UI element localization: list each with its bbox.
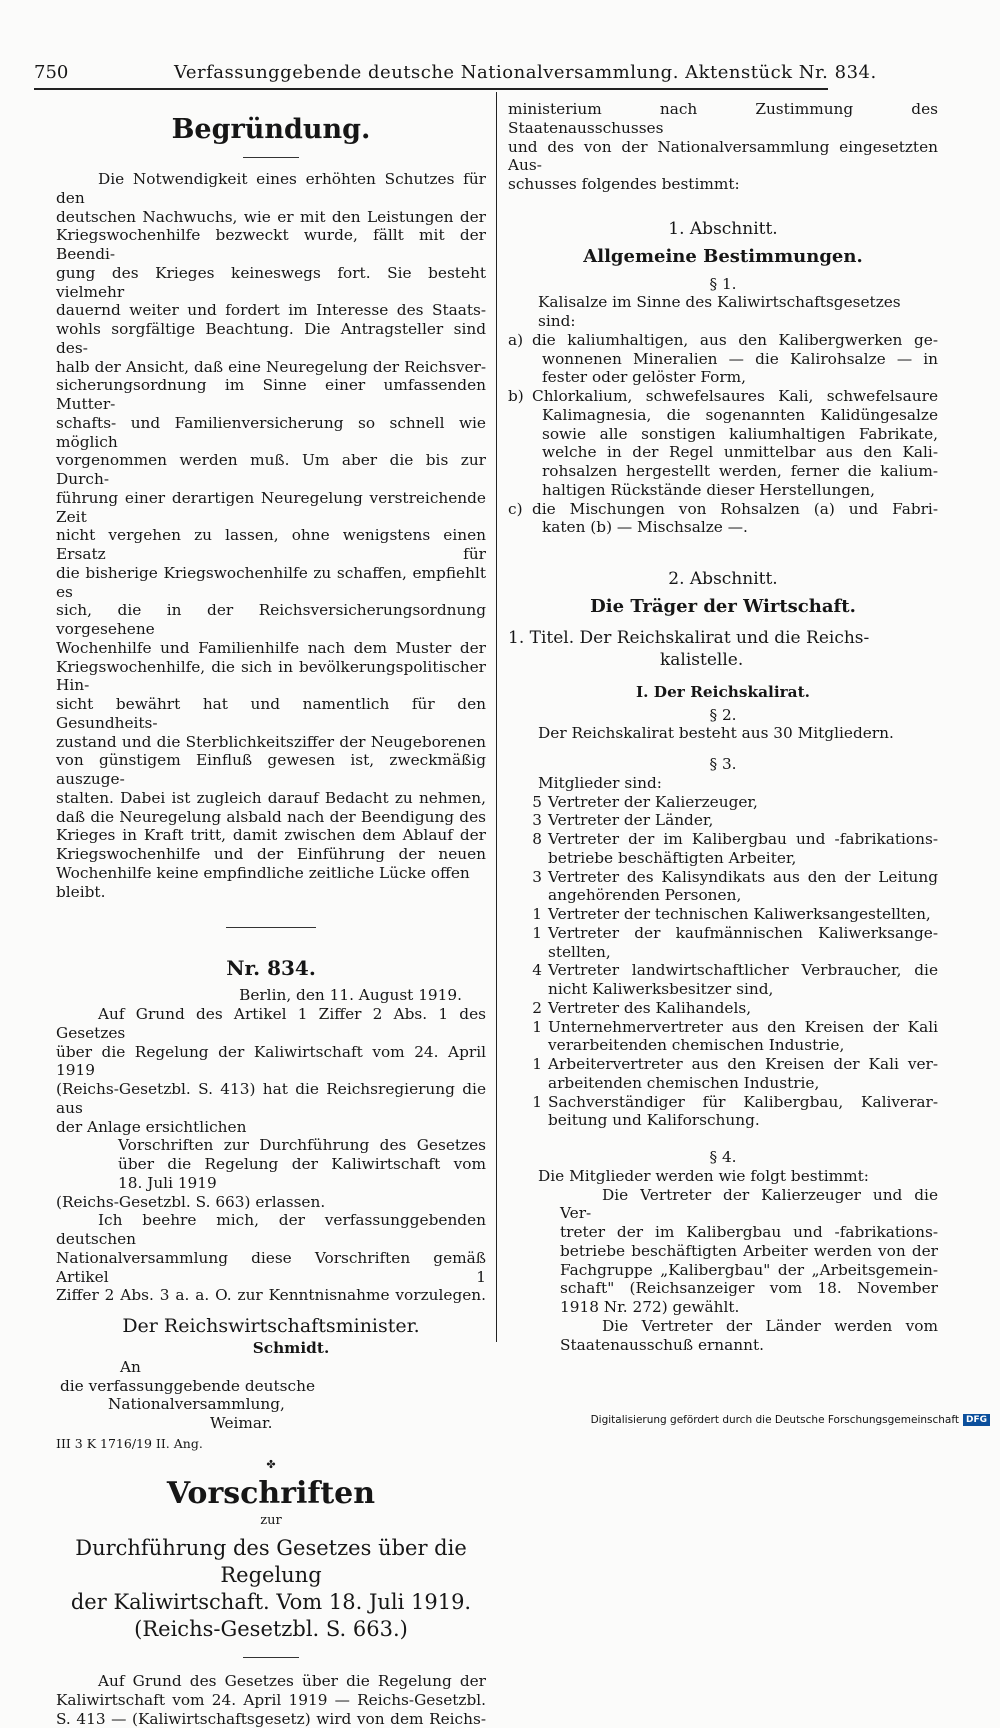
text-line: wohls sorgfältige Beachtung. Die Antragsteller sind des- [56, 320, 486, 358]
text-line: betriebe beschäftigten Arbeiter, [548, 849, 938, 868]
address-block [56, 1358, 486, 1433]
separator [243, 157, 299, 158]
definition-item [508, 331, 938, 387]
separator [243, 1657, 299, 1658]
text-line: Die Vertreter der Kalierzeuger und die Ver- [560, 1186, 938, 1224]
title-line: 1. Titel. Der Reichskalirat und die Reichs- [508, 627, 938, 649]
text-line: 18. Juli 1919 [118, 1174, 486, 1193]
item-marker: b) [508, 387, 532, 500]
text-line: (Reichs-Gesetzbl. S. 413) hat die Reichsregierung die aus [56, 1080, 486, 1118]
running-title: Verfassunggebende deutsche Nationalversammlung. Aktenstück Nr. 834. [174, 62, 877, 83]
text-line: sich, die in der Reichsversicherungsordnung vorgesehene [56, 601, 486, 639]
member-text [548, 793, 938, 812]
text-line: sicht bewährt hat und namentlich für den Gesundheits- [56, 695, 486, 733]
member-list [508, 793, 938, 1131]
address-line: die verfassunggebende deutsche [60, 1377, 486, 1396]
member-item [508, 868, 938, 906]
member-text [548, 999, 938, 1018]
text-line: beitung und Kaliforschung. [548, 1111, 938, 1130]
text-line: welche in der Regel unmittelbar aus den Kali- [532, 443, 938, 462]
text-line: schusses folgendes bestimmt: [508, 175, 938, 194]
item-marker: a) [508, 331, 532, 387]
text-line: sicherungsordnung im Sinne einer umfassenden Mutter- [56, 376, 486, 414]
text-line: zustand und die Sterblichkeitsziffer der Neugeborenen [56, 733, 486, 752]
member-text [548, 905, 938, 924]
text-line: betriebe beschäftigten Arbeiter werden von der [560, 1242, 938, 1261]
member-item [508, 1055, 938, 1093]
zur-label: zur [56, 1512, 486, 1531]
page-header [34, 58, 814, 88]
title-heading [508, 627, 938, 671]
text-line: S. 413 — (Kaliwirtschaftsgesetz) wird von dem Reichs- [56, 1710, 486, 1728]
text-line: haltigen Rückstände dieser Herstellungen, [532, 481, 938, 500]
text-line: Kalimagnesia, die sogenannten Kalidüngesalze [532, 406, 938, 425]
begruendung-paragraph [56, 170, 486, 901]
ornament: ✤ [56, 1456, 486, 1475]
text-line: daß die Neuregelung alsbald nach der Beendigung des [56, 808, 486, 827]
text-line: Kriegswochenhilfe bezweckt wurde, fällt mit der Beendi- [56, 226, 486, 264]
paragraph-sign: § 2. [508, 706, 938, 725]
text-line: rohsalzen hergestellt werden, ferner die kalium- [532, 462, 938, 481]
nr-heading: Nr. 834. [56, 956, 486, 980]
letter-part1 [56, 1005, 486, 1136]
member-item [508, 1093, 938, 1131]
text-line: Sachverständiger für Kalibergbau, Kaliverar- [548, 1093, 938, 1112]
item-text [532, 387, 938, 500]
subtitle-line: Durchführung des Gesetzes über die Regelung [56, 1535, 486, 1589]
text-line: Kaliwirtschaft vom 24. April 1919 — Reichs-Gesetzbl. [56, 1691, 486, 1710]
left-column [56, 113, 486, 1728]
text-line: Vertreter der Länder, [548, 811, 938, 830]
text-line: die kaliumhaltigen, aus den Kalibergwerken ge- [532, 331, 938, 350]
text-line: Arbeitervertreter aus den Kreisen der Kali ver- [548, 1055, 938, 1074]
paragraph-text: Der Reichskalirat besteht aus 30 Mitgliedern. [508, 724, 938, 743]
paragraph-intro: Mitglieder sind: [508, 774, 938, 793]
member-text [548, 811, 938, 830]
text-line: Die Notwendigkeit eines erhöhten Schutzes für den [56, 170, 486, 208]
text-line: Vertreter der technischen Kaliwerksangestellten, [548, 905, 938, 924]
title-line: kalistelle. [508, 649, 938, 671]
minister-title: Der Reichswirtschaftsminister. [56, 1313, 486, 1339]
text-line: treter der im Kalibergbau und -fabrikations- [560, 1223, 938, 1242]
member-item [508, 1018, 938, 1056]
text-line: 1918 Nr. 272) gewählt. [560, 1298, 938, 1317]
text-line: Wochenhilfe keine empfindliche zeitliche Lücke offen bleibt. [56, 864, 486, 902]
letter-part2: (Reichs-Gesetzbl. S. 663) erlassen. [56, 1193, 486, 1212]
member-text [548, 830, 938, 868]
text-line: der Anlage ersichtlichen [56, 1118, 486, 1137]
member-text [548, 868, 938, 906]
dfg-logo: DFG [963, 1414, 990, 1426]
member-text [548, 1018, 938, 1056]
column-divider [496, 92, 497, 1342]
text-line: über die Regelung der Kaliwirtschaft vom 24. April 1919 [56, 1043, 486, 1081]
member-text [548, 961, 938, 999]
item-text [532, 500, 938, 538]
regulation-subtitle [56, 1535, 486, 1643]
signature: Schmidt. [56, 1339, 486, 1358]
member-count: 8 [508, 830, 548, 868]
text-line: Kriegswochenhilfe und der Einführung der neuen [56, 845, 486, 864]
text-line: stalten. Dabei ist zugleich darauf Bedacht zu nehmen, [56, 789, 486, 808]
text-line: vorgenommen werden muß. Um aber die bis zur Durch- [56, 451, 486, 489]
text-line: Chlorkalium, schwefelsaures Kali, schwefelsaure [532, 387, 938, 406]
text-line: führung einer derartigen Neuregelung verstreichende Zeit [56, 489, 486, 527]
text-line: katen (b) — Mischsalze —. [532, 518, 938, 537]
section-title: Allgemeine Bestimmungen. [508, 245, 938, 269]
member-count: 4 [508, 961, 548, 999]
item-marker: c) [508, 500, 532, 538]
separator [226, 927, 316, 928]
text-line: über die Regelung der Kaliwirtschaft vom [118, 1155, 486, 1174]
member-text [548, 924, 938, 962]
header-rule [34, 88, 828, 90]
text-line: Wochenhilfe und Familienhilfe nach dem Muster der [56, 639, 486, 658]
member-count: 1 [508, 924, 548, 962]
member-count: 5 [508, 793, 548, 812]
text-line: Vertreter der kaufmännischen Kaliwerksange- [548, 924, 938, 943]
text-line: die bisherige Kriegswochenhilfe zu schaffen, empfiehlt es [56, 564, 486, 602]
text-line: und des von der Nationalversammlung eingesetzten Aus- [508, 138, 938, 176]
right-column [508, 100, 938, 1354]
paragraph-text [508, 1317, 938, 1355]
text-line: Die Vertreter der Länder werden vom [560, 1317, 938, 1336]
text-line: verarbeitenden chemischen Industrie, [548, 1036, 938, 1055]
member-item [508, 811, 938, 830]
member-item [508, 830, 938, 868]
text-line: Fachgruppe „Kalibergbau" der „Arbeitsgemein- [560, 1261, 938, 1280]
text-line: angehörenden Personen, [548, 886, 938, 905]
text-line: Vertreter des Kalihandels, [548, 999, 938, 1018]
member-count: 1 [508, 905, 548, 924]
section-label: 2. Abschnitt. [508, 570, 938, 589]
member-item [508, 905, 938, 924]
page-number: 750 [34, 62, 68, 83]
text-line: wonnenen Mineralien — die Kalirohsalze — in [532, 350, 938, 369]
member-item [508, 961, 938, 999]
address-line: Weimar. [60, 1414, 486, 1433]
member-item [508, 999, 938, 1018]
section-label: 1. Abschnitt. [508, 220, 938, 239]
paragraph-sign: § 4. [508, 1148, 938, 1167]
subtitle-line: der Kaliwirtschaft. Vom 18. Juli 1919. [56, 1589, 486, 1616]
text-line: schafts- und Familienversicherung so schnell wie möglich [56, 414, 486, 452]
begruendung-heading: Begründung. [56, 113, 486, 147]
paragraph-text [508, 1186, 938, 1317]
member-item [508, 793, 938, 812]
subtitle-line: (Reichs-Gesetzbl. S. 663.) [56, 1616, 486, 1643]
text-line: fester oder gelöster Form, [532, 368, 938, 387]
definition-item [508, 500, 938, 538]
reference-number: III 3 K 1716/19 II. Ang. [56, 1433, 486, 1454]
member-count: 2 [508, 999, 548, 1018]
footer-text: Digitalisierung gefördert durch die Deutsche Forschungsgemeinschaft [591, 1414, 959, 1426]
text-line: Vertreter landwirtschaftlicher Verbraucher, die [548, 961, 938, 980]
member-count: 1 [508, 1055, 548, 1093]
text-line: sowie alle sonstigen kaliumhaltigen Fabrikate, [532, 425, 938, 444]
footer-credit [591, 1414, 990, 1426]
member-count: 3 [508, 811, 548, 830]
text-line: Ziffer 2 Abs. 3 a. a. O. zur Kenntnisnahme vorzulegen. [56, 1286, 486, 1305]
text-line: Unternehmervertreter aus den Kreisen der Kali [548, 1018, 938, 1037]
text-line: von günstigem Einfluß gewesen ist, zweckmäßig auszuge- [56, 751, 486, 789]
member-count: 1 [508, 1093, 548, 1131]
text-line: ministerium nach Zustimmung des Staatenausschusses [508, 100, 938, 138]
address-line: An [60, 1358, 486, 1377]
section-title: Die Träger der Wirtschaft. [508, 595, 938, 619]
paragraph-intro: Kalisalze im Sinne des Kaliwirtschaftsgesetzes sind: [508, 293, 938, 331]
member-text [548, 1055, 938, 1093]
text-line: Kriegswochenhilfe, die sich in bevölkerungspolitischer Hin- [56, 658, 486, 696]
text-line: Vertreter der im Kalibergbau und -fabrikations- [548, 830, 938, 849]
member-text [548, 1093, 938, 1131]
text-line: die Mischungen von Rohsalzen (a) und Fabri- [532, 500, 938, 519]
paragraph-sign: § 3. [508, 755, 938, 774]
text-line: Vertreter des Kalisyndikats aus den der Leitung [548, 868, 938, 887]
intro-continuation [508, 100, 938, 194]
member-item [508, 924, 938, 962]
text-line: halb der Ansicht, daß eine Neuregelung der Reichsver- [56, 358, 486, 377]
item-text [532, 331, 938, 387]
text-line: gung des Krieges keineswegs fort. Sie besteht vielmehr [56, 264, 486, 302]
letter-part3 [56, 1211, 486, 1305]
regulation-intro [56, 1672, 486, 1728]
definition-list [508, 331, 938, 537]
dateline: Berlin, den 11. August 1919. [56, 986, 486, 1005]
text-line: Staatenausschuß ernannt. [560, 1336, 938, 1355]
text-line: nicht vergehen zu lassen, ohne wenigstens einen Ersatz für [56, 526, 486, 564]
text-line: arbeitenden chemischen Industrie, [548, 1074, 938, 1093]
vorschriften-heading: Vorschriften [56, 1476, 486, 1512]
text-line: Auf Grund des Gesetzes über die Regelung der [56, 1672, 486, 1691]
paragraph-sign: § 1. [508, 275, 938, 294]
text-line: schaft" (Reichsanzeiger vom 18. November [560, 1279, 938, 1298]
text-line: Auf Grund des Artikel 1 Ziffer 2 Abs. 1 des Gesetzes [56, 1005, 486, 1043]
subsection-heading: I. Der Reichskalirat. [508, 683, 938, 702]
text-line: stellten, [548, 943, 938, 962]
text-line: nicht Kaliwerksbesitzer sind, [548, 980, 938, 999]
member-count: 3 [508, 868, 548, 906]
address-line: Nationalversammlung, [60, 1395, 486, 1414]
text-line: dauernd weiter und fordert im Interesse des Staats- [56, 301, 486, 320]
paragraph-intro: Die Mitglieder werden wie folgt bestimmt: [508, 1167, 938, 1186]
definition-item [508, 387, 938, 500]
text-line: Ich beehre mich, der verfassunggebenden deutschen [56, 1211, 486, 1249]
text-line: Vertreter der Kalierzeuger, [548, 793, 938, 812]
letter-quote [56, 1136, 486, 1192]
text-line: Nationalversammlung diese Vorschriften gemäß Artikel 1 [56, 1249, 486, 1287]
text-line: deutschen Nachwuchs, wie er mit den Leistungen der [56, 208, 486, 227]
member-count: 1 [508, 1018, 548, 1056]
text-line: Krieges in Kraft tritt, damit zwischen dem Ablauf der [56, 826, 486, 845]
text-line: Vorschriften zur Durchführung des Gesetzes [118, 1136, 486, 1155]
